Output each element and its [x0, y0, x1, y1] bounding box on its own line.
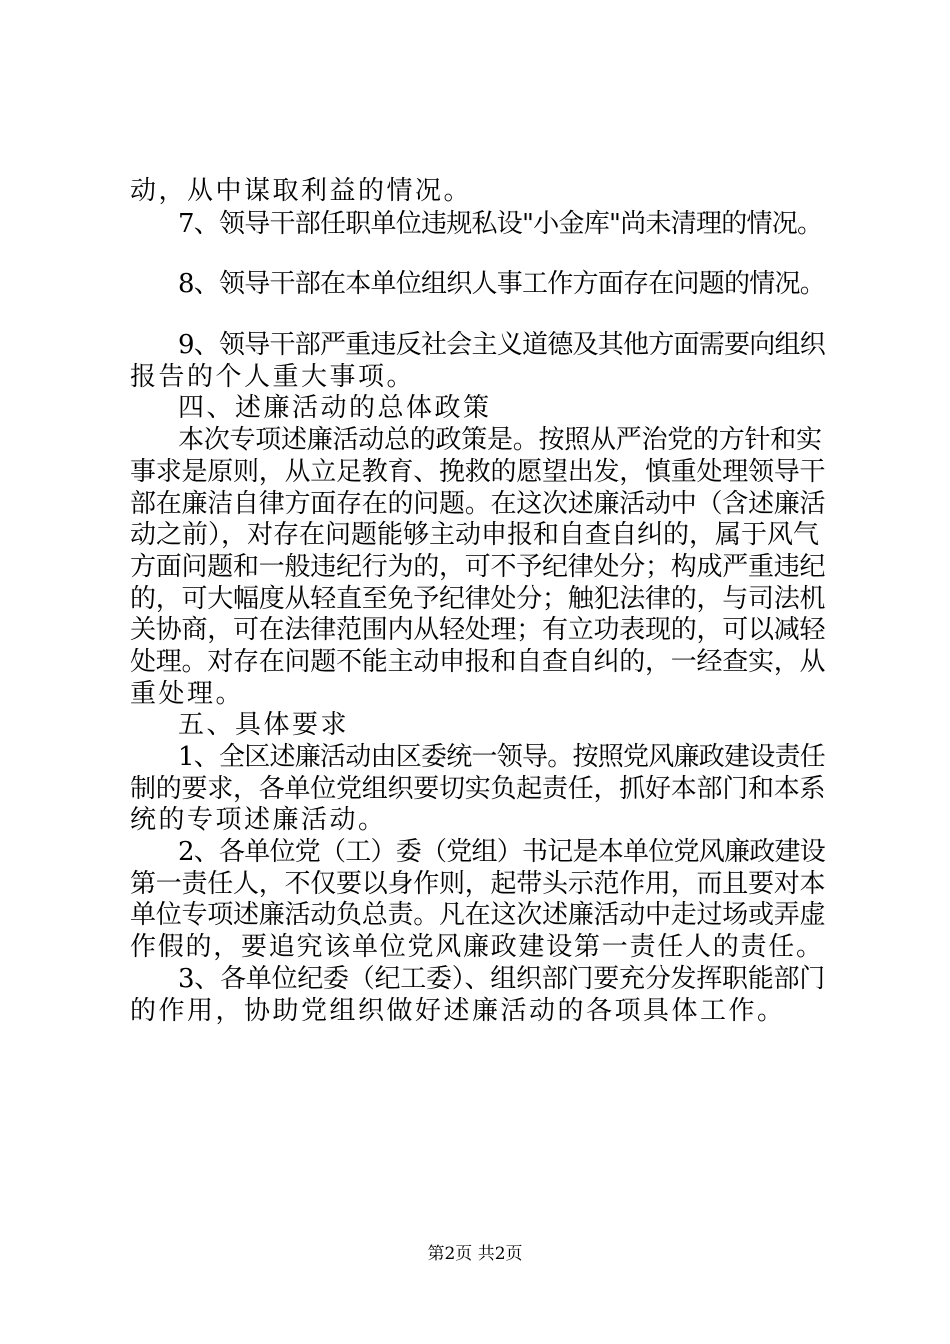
text-line: 单位专项述廉活动负总责。凡在这次述廉活动中走过场或弄虚 — [130, 900, 826, 930]
text-line: 制的要求，各单位党组织要切实负起责任，抓好本部门和本系 — [130, 774, 826, 804]
section-heading: 五、具体要求 — [178, 710, 350, 740]
text-line: 报告的个人重大事项。 — [130, 362, 416, 392]
text-line: 动，从中谋取利益的情况。 — [130, 176, 473, 206]
section-heading: 四、述廉活动的总体政策 — [178, 393, 492, 423]
text-line: 处理。对存在问题不能主动申报和自查自纠的，一经查实，从 — [130, 647, 826, 677]
text-line: 8、领导干部在本单位组织人事工作方面存在问题的情况。 — [178, 269, 826, 299]
text-line: 方面问题和一般违纪行为的，可不予纪律处分；构成严重违纪 — [130, 552, 826, 582]
page-number-footer: 第2页 共2页 — [427, 1244, 523, 1264]
text-line: 统的专项述廉活动。 — [130, 805, 387, 835]
text-line: 部在廉洁自律方面存在的问题。在这次述廉活动中（含述廉活 — [130, 489, 826, 519]
text-line: 9、领导干部严重违反社会主义道德及其他方面需要向组织 — [178, 330, 826, 360]
text-line: 动之前），对存在问题能够主动申报和自查自纠的，属于风气 — [130, 520, 820, 550]
text-line: 作假的，要追究该单位党风廉政建设第一责任人的责任。 — [130, 932, 824, 962]
text-line: 重处理。 — [130, 679, 245, 709]
text-line: 3、各单位纪委（纪工委）、组织部门要充分发挥职能部门 — [178, 964, 826, 994]
text-line: 事求是原则，从立足教育、挽救的愿望出发，慎重处理领导干 — [130, 457, 826, 487]
text-line: 本次专项述廉活动总的政策是。按照从严治党的方针和实 — [178, 425, 822, 455]
text-line: 第一责任人，不仅要以身作则，起带头示范作用，而且要对本 — [130, 869, 826, 899]
text-line: 1、全区述廉活动由区委统一领导。按照党风廉政建设责任 — [178, 742, 826, 772]
text-line: 2、各单位党（工）委（党组）书记是本单位党风廉政建设 — [178, 837, 826, 867]
text-line: 7、领导干部任职单位违规私设"小金库"尚未清理的情况。 — [178, 209, 823, 239]
text-line: 的作用，协助党组织做好述廉活动的各项具体工作。 — [130, 996, 786, 1026]
text-line: 的，可大幅度从轻直至免予纪律处分；触犯法律的，与司法机 — [130, 584, 826, 614]
text-line: 关协商，可在法律范围内从轻处理；有立功表现的，可以减轻 — [130, 615, 826, 645]
